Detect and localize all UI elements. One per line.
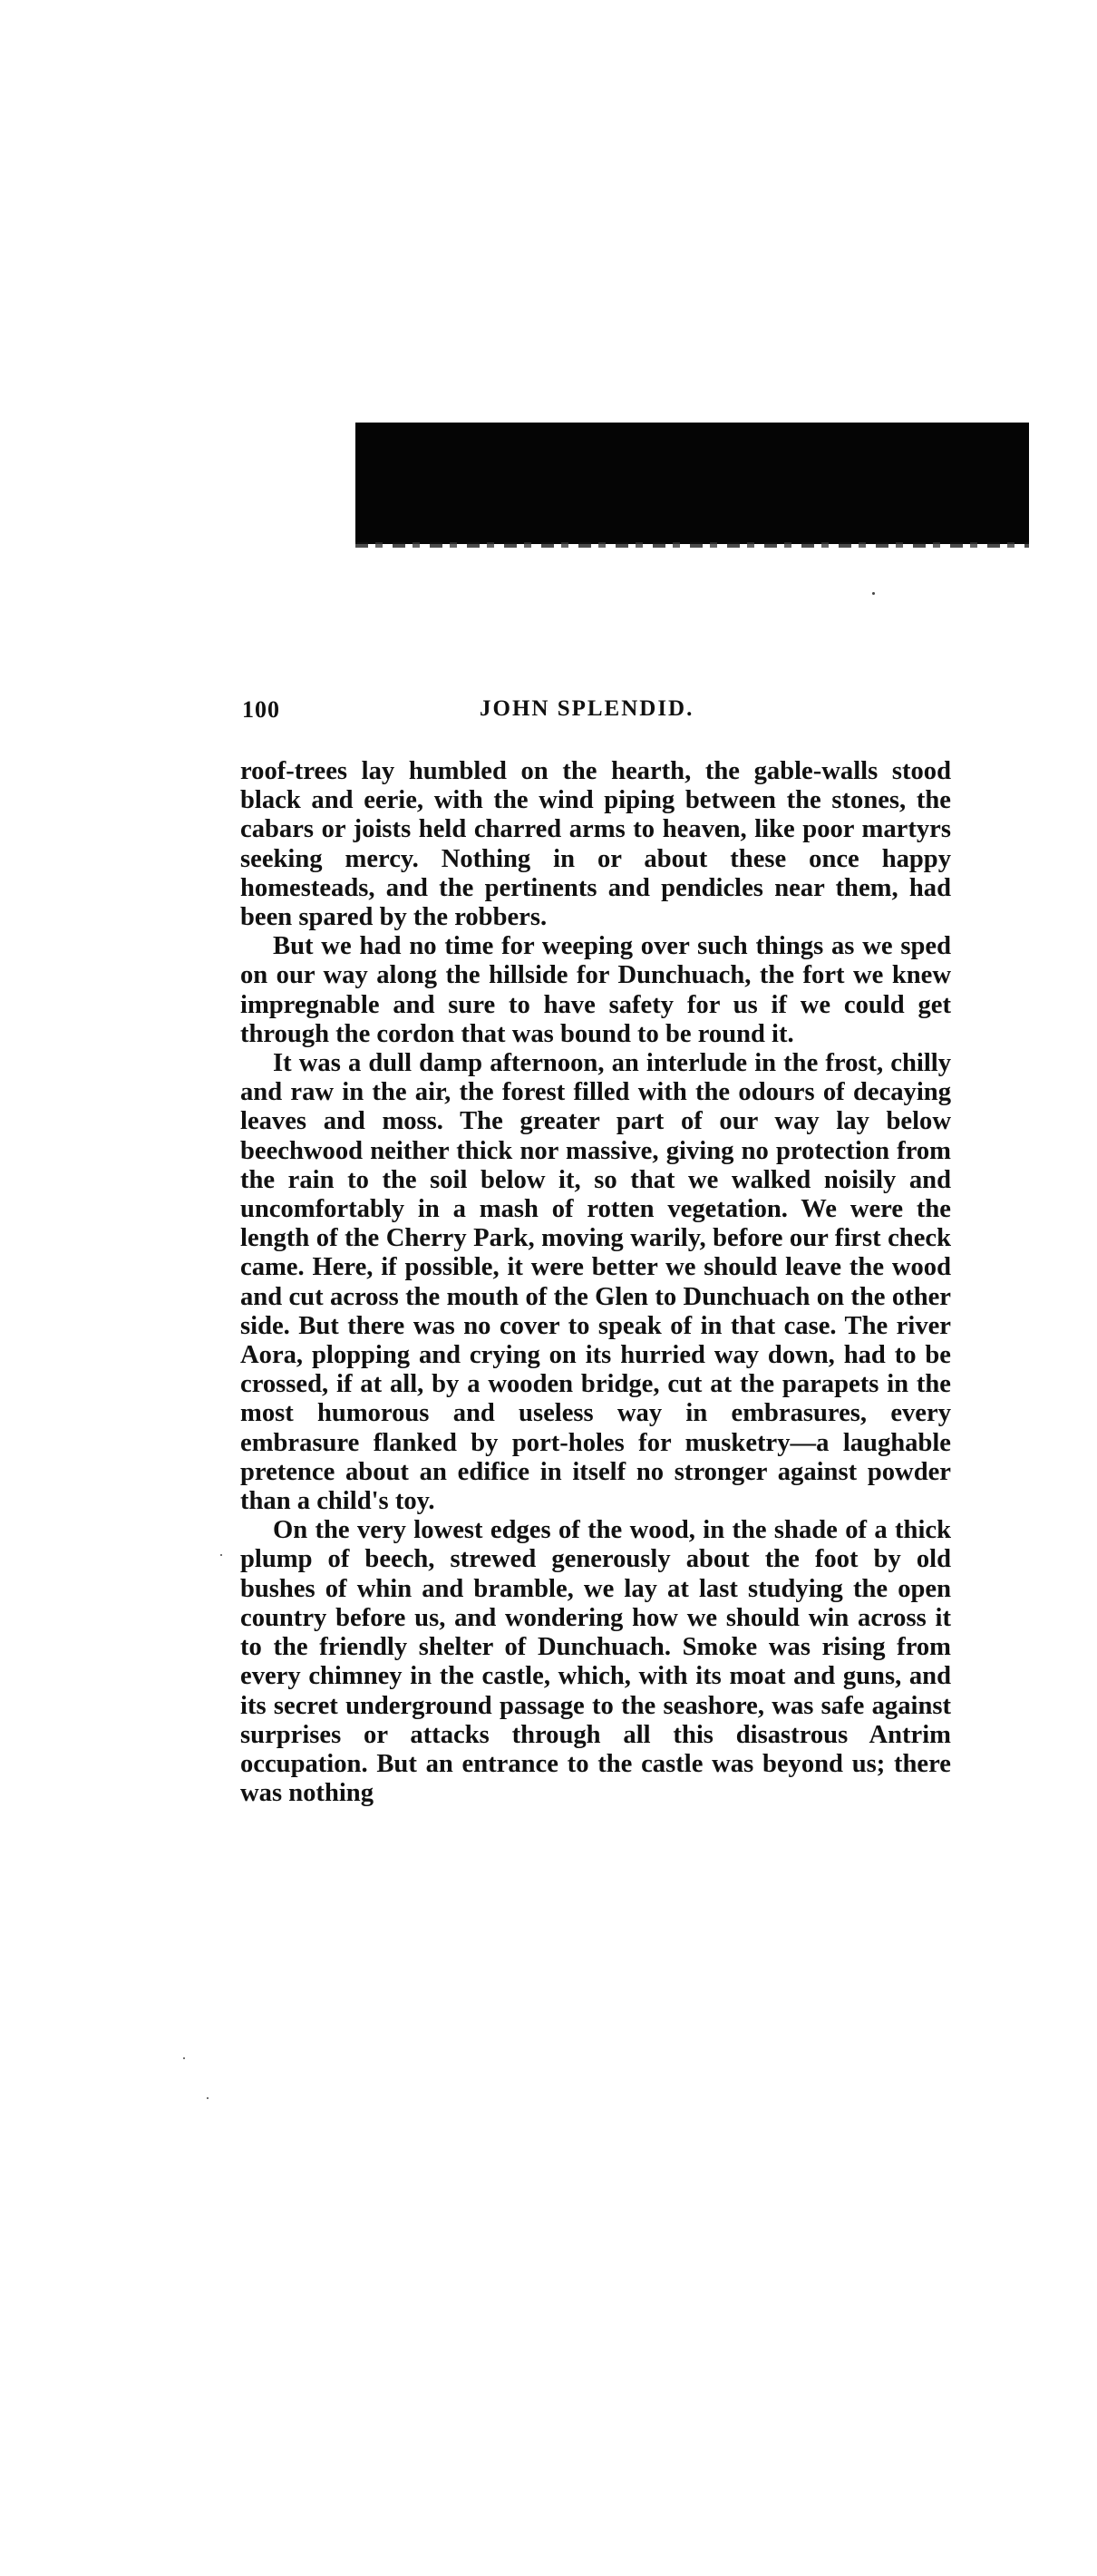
scan-speck	[220, 1554, 222, 1556]
scan-speck	[183, 2057, 185, 2059]
running-head	[242, 696, 949, 733]
paragraph: It was a dull damp afternoon, an interlude in the frost, chilly and raw in the air, the forest filled with the odours of decaying leaves and moss. The greater part of our way lay below beechwood neither thick nor massive, giving no protection from the rain to the soil below it, so that we walked noisily and uncomfortably in a mash of rotten vegetation. We were the length of the Cherry Park, moving warily, before our first check came. Here, if possible, it were better we should leave the wood and cut across the mouth of the Glen to Dunchuach on the other side. But there was no cover to speak of in that case. The river Aora, plopping and crying on its hurried way down, had to be crossed, if at all, by a wooden bridge, cut at the parapets in the most humorous and useless way in embrasures, every embrasure flanked by port-holes for musketry—a laughable pretence about an edifice in itself no stronger against powder than a child's toy.	[240, 1049, 951, 1516]
body-text	[240, 757, 951, 1808]
paragraph: roof-trees lay humbled on the hearth, the gable-walls stood black and eerie, with the wind piping between the stones, the cabars or joists held charred arms to heaven, like poor martyrs seeking mercy. Nothing in or about these once happy homesteads, and the pertinents and pendicles near them, had been spared by the robbers.	[240, 757, 951, 932]
scan-black-bar	[355, 423, 1029, 544]
paragraph: But we had no time for weeping over such things as we sped on our way along the hillside for Dunchuach, the fort we knew impregnable and sure to have safety for us if we could get through the cordon that was bound to be round it.	[240, 932, 951, 1048]
page-number: 100	[242, 696, 280, 723]
paragraph: On the very lowest edges of the wood, in the shade of a thick plump of beech, strewed generously about the foot by old bushes of whin and bramble, we lay at last studying the open country before us, and wondering how we should win across it to the friendly shelter of Dunchuach. Smoke was rising from every chimney in the castle, which, with its moat and guns, and its secret underground passage to the seashore, was safe against surprises or attacks through all this disastrous Antrim occupation. But an entrance to the castle was beyond us; there was nothing	[240, 1516, 951, 1808]
book-title: JOHN SPLENDID.	[480, 696, 694, 721]
scan-speck	[872, 592, 875, 595]
scan-bar-fray	[355, 542, 1029, 548]
scan-speck	[207, 2097, 209, 2099]
